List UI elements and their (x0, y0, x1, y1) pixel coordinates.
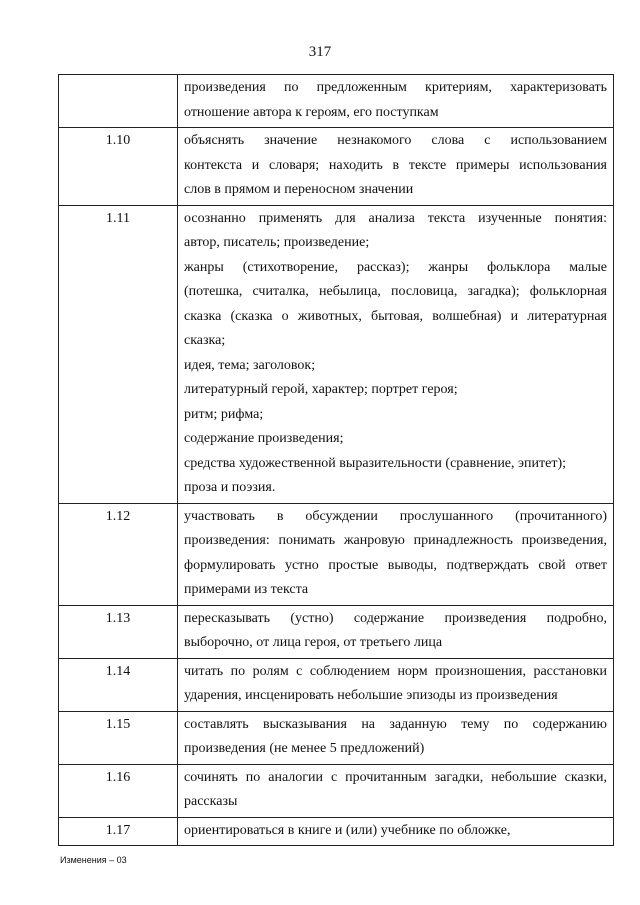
table-row (59, 503, 614, 605)
text-line: произведения (не менее 5 предложений) (184, 741, 425, 756)
text-line: читать по ролям с соблюдением норм произношения, расстановки (184, 663, 607, 679)
table-row (59, 764, 614, 817)
row-number (59, 75, 178, 128)
row-text (178, 658, 614, 711)
text-line: средства художественной выразительности (сравнение, эпитет); (184, 455, 567, 471)
page-number: 317 (308, 44, 332, 60)
row-text (178, 817, 614, 846)
row-text (178, 711, 614, 764)
text-line: идея, тема; заголовок; (184, 357, 316, 373)
text-line: содержание произведения; (184, 431, 344, 446)
text-line: (потешка, считалка, небылица, пословица, загадка); фольклорная (184, 284, 607, 299)
table-row (59, 658, 614, 711)
text-line: автор, писатель; произведение; (184, 235, 370, 250)
row-text (178, 75, 614, 128)
text-line: примерами из текста (184, 582, 309, 597)
text-line: литературный герой, характер; портрет героя; (184, 382, 458, 397)
table-row (59, 75, 614, 128)
row-number: 1.11 (59, 205, 178, 503)
row-text (178, 605, 614, 658)
text-line: произведения по предложенным критериям, характеризовать (184, 80, 607, 95)
row-number: 1.13 (59, 605, 178, 658)
requirements-table (58, 74, 614, 846)
row-text (178, 205, 614, 503)
table-row (59, 605, 614, 658)
row-number: 1.12 (59, 503, 178, 605)
text-line: контекста и словаря; находить в тексте примеры использования (184, 157, 607, 173)
row-text (178, 128, 614, 206)
text-line: ориентироваться в книге и (или) учебнике по обложке, (184, 822, 511, 838)
table-row (59, 817, 614, 846)
row-text (178, 503, 614, 605)
text-line: сказка; (184, 333, 226, 348)
footer-note: Изменения – 03 (60, 855, 127, 865)
text-line: формулировать устно простые выводы, подтверждать свой ответ (184, 557, 607, 573)
row-number: 1.15 (59, 711, 178, 764)
text-line: объяснять значение незнакомого слова с использованием (184, 133, 607, 148)
text-line: ритм; рифма; (184, 406, 264, 422)
row-number: 1.14 (59, 658, 178, 711)
text-line: осознанно применять для анализа текста изученные понятия: (184, 210, 607, 226)
row-number: 1.16 (59, 764, 178, 817)
text-line: сочинять по аналогии с прочитанным загадки, небольшие сказки, (184, 769, 607, 785)
text-line: участвовать в обсуждении прослушанного (прочитанного) (184, 508, 607, 524)
text-line: рассказы (184, 794, 238, 809)
table-row (59, 711, 614, 764)
text-line: произведения: понимать жанровую принадлежность произведения, (184, 533, 607, 548)
text-line: пересказывать (устно) содержание произведения подробно, (184, 610, 607, 626)
text-line: выборочно, от лица героя, от третьего лица (184, 635, 443, 650)
text-line: проза и поэзия. (184, 480, 276, 495)
text-line: составлять высказывания на заданную тему по содержанию (184, 716, 607, 732)
row-number: 1.10 (59, 128, 178, 206)
text-line: слов в прямом и переносном значении (184, 182, 414, 197)
table-row (59, 205, 614, 503)
text-line: ударения, инсценировать небольшие эпизоды из произведения (184, 688, 558, 703)
table-row (59, 128, 614, 206)
row-number: 1.17 (59, 817, 178, 846)
text-line: сказка (сказка о животных, бытовая, волшебная) и литературная (184, 308, 607, 324)
text-line: жанры (стихотворение, рассказ); жанры фольклора малые (184, 259, 607, 275)
text-line: отношение автора к героям, его поступкам (184, 104, 439, 120)
row-text (178, 764, 614, 817)
